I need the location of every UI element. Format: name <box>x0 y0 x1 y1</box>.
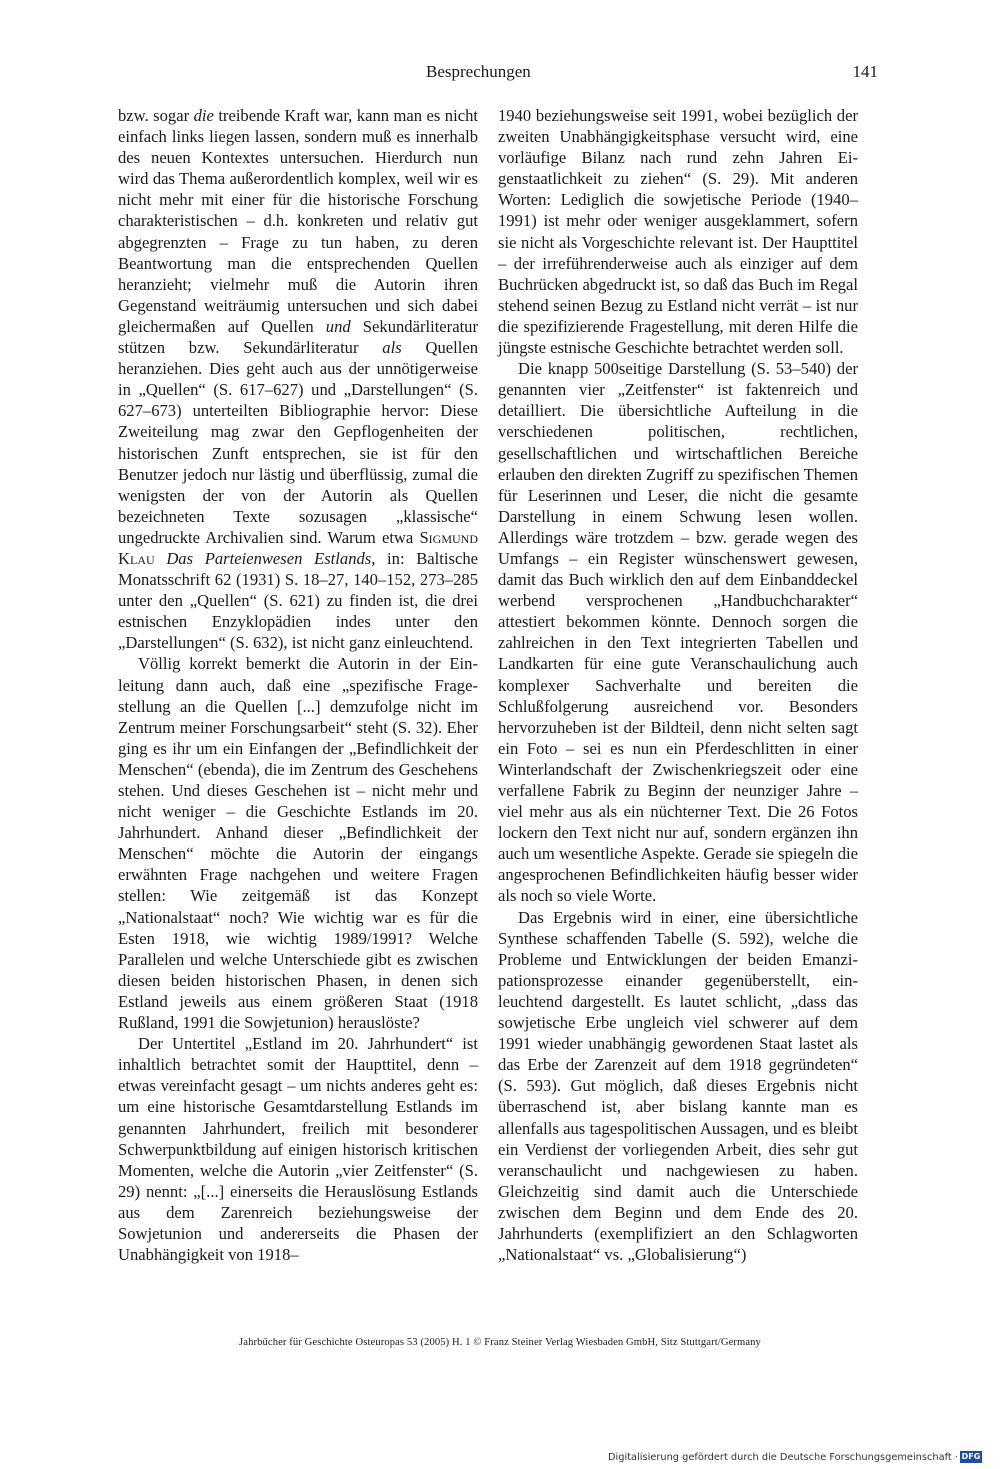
paragraph: 1940 beziehungsweise seit 1991, wobei bezüglich der zweiten Unabhängigkeitsphase versucht wird, eine vorläufige Bilanz nach rund zehn Jahren Eigenstaatlichkeit zu ziehen“ (S. 29). Mit anderen Worten: Lediglich die sowjetische Periode (1940–1991) ist mehr oder weniger ausgeklammert, sofern sie nicht als Vorgeschichte relevant ist. Der Haupttitel – der irreführenderweise auch als einziger auf dem Buchrücken abgedruckt ist, so daß das Buch im Regal stehend seinen Bezug zu Estland nicht verrät – ist nur die spezifizierende Fragestellung, mit deren Hilfe die jüngste estnische Geschichte betrachtet werden soll. <box>498 106 858 358</box>
running-header <box>118 62 880 86</box>
dfg-logo-icon: DFG <box>961 1452 981 1461</box>
paragraph: bzw. sogar die treibende Kraft war, kann man es nicht einfach links liegen lassen, sondern muß es innerhalb des neuen Kontextes untersuchen. Hierdurch nun wird das Thema außerordentlich komplex, weil wir es nicht mehr mit einer für die historische Forschung charakteristischen – d.h. konkreten und relativ gut abgegrenzten – Frage zu tun haben, zu deren Beantwortung man die entsprechenden Quellen heranzieht; vielmehr muß die Autorin ihren Gegenstand weiträumig untersuchen und sich dabei gleichermaßen auf Quellen und Sekundärliteratur stützen bzw. Sekundärliteratur als Quellen heranziehen. Dies geht auch aus der unnötigerweise in „Quellen“ (S. 617–627) und „Darstellungen“ (S. 627–673) unterteilten Bibliographie hervor: Diese Zweiteilung mag zwar den Gepflogenheiten der historischen Zunft entsprechen, sie ist für den Benutzer jedoch nur lästig und überflüssig, zumal die wenigsten der von der Autorin als Quellen bezeichneten Texte sozusagen „klassische“ ungedruckte Archivalien sind. Warum etwa Sigmund Klau Das Parteienwesen Estlands, in: Baltische Monatsschrift 62 (1931) S. 18–27, 140–152, 273–285 unter den „Quellen“ (S. 621) zu finden ist, die drei estnischen Enzyklopädien indes unter den „Darstellungen“ (S. 632), ist nicht ganz einleuchtend. <box>118 106 478 653</box>
running-title: Besprechungen <box>426 62 531 81</box>
right-column <box>498 105 858 1265</box>
left-column <box>118 105 478 1265</box>
emphasis: und <box>325 316 351 336</box>
author-name: Sigmund Klau <box>118 527 478 568</box>
emphasis: als <box>382 338 402 358</box>
work-title: Das Parteienwesen Estlands, <box>166 548 376 568</box>
paragraph: Der Untertitel „Estland im 20. Jahrhundert“ ist inhaltlich betrachtet somit der Haupttitel, denn – etwas vereinfacht gesagt – um nichts anderes geht es: um eine historische Gesamtdarstellung Estlands im genannten Jahrhundert, freilich mit besonderer Schwerpunktbildung auf einigen historisch kritischen Momenten, welche die Autorin „vier Zeitfenster“ (S. 29) nennt: „[...] einerseits die Herauslösung Estlands aus dem Zarenreich beziehungsweise der Sowjetunion und andererseits die Phasen der Unabhängigkeit von 1918– <box>118 1034 478 1265</box>
journal-citation: Jahrbücher für Geschichte Osteuropas 53 (2005) H. 1 © Franz Steiner Verlag Wiesbaden GmbH, Sitz Stuttgart/Germany <box>239 1337 761 1348</box>
paragraph: Das Ergebnis wird in einer, eine übersichtliche Synthese schaffenden Tabelle (S. 592), welche die Probleme und Entwicklungen der beiden Emanzipationsprozesse einander gegenüberstellt, einleuchtend dargestellt. Es lautet schlicht, „dass das sowjetische Erbe ungleich viel schwerer auf dem 1991 wieder unabhängig gewordenen Staat lastet als das Erbe der Zarenzeit auf dem 1918 gegründeten“ (S. 593). Gut möglich, daß dieses Ergebnis nicht überraschend ist, aber bislang kannte man es allenfalls aus tagespolitischen Aussagen, und es bleibt ein Verdienst der vorliegenden Arbeit, dies sehr gut veranschaulicht und nachgewiesen zu haben. Gleichzeitig sind damit auch die Unterschiede zwischen dem Beginn und dem Ende des 20. Jahrhunderts (exemplifiziert an den Schlagworten „Nationalstaat“ vs. „Globalisierung“) <box>498 907 858 1265</box>
paragraph: Völlig korrekt bemerkt die Autorin in der Einleitung dann auch, daß eine „spezifische Fragestellung an die Quellen [...] demzufolge nicht im Zentrum meiner Forschungsarbeit“ steht (S. 32). Eher ging es ihr um ein Einfangen der „Befindlichkeit der Menschen“ (ebenda), die im Zentrum des Geschehens stehen. Und dieses Geschehen ist – nicht mehr und nicht weniger – die Geschichte Estlands im 20. Jahrhundert. Anhand dieser „Befindlichkeit der Menschen“ möchte die Autorin der eingangs erwähnten Frage nachgehen und weitere Fragen stellen: Wie zeitgemäß ist das Konzept „Nationalstaat“ noch? Wie wichtig war es für die Esten 1918, wie wichtig 1989/1991? Welche Parallelen und welche Unterschiede gibt es zwischen diesen beiden historischen Phasen, in denen sich Estland jeweils aus einem größeren Staat (1918 Rußland, 1991 die Sowjetunion) herauslöste? <box>118 654 478 1033</box>
digitization-text: Digitalisierung gefördert durch die Deutsche Forschungsgemeinschaft · <box>608 1451 958 1463</box>
emphasis: die <box>193 106 214 125</box>
page-number: 141 <box>852 62 878 81</box>
paragraph: Die knapp 500seitige Darstellung (S. 53–540) der genannten vier „Zeitfenster“ ist faktenreich und detailliert. Die übersichtliche Aufteilung in die verschiedenen politischen, rechtlichen, gesellschaftlichen und wirtschaftlichen Bereiche erlauben den direkten Zugriff zu spezifischen Themen für Leserinnen und Leser, die nicht die gesamte Darstellung in einem Schwung lesen wollen. Allerdings wäre trotzdem – bzw. gerade wegen des Umfangs – ein Register wünschenswert gewesen, damit das Buch wirklich den auf dem Einbanddeckel werbend versprochenen „Handbuchcharakter“ attestiert bekommen könnte. Dennoch sorgen die zahlreichen in den Text integrierten Tabellen und Landkarten für eine gute Veranschaulichung auch komplexer Sachverhalte und bereiten die Schlußfolgerung ausreichend vor. Besonders hervorzuheben ist der Bildteil, denn nicht selten sagt ein Foto – sei es nun ein Pferdeschlitten in einer Winterlandschaft der Zwischenkriegszeit oder eine verfallene Fabrik zu Beginn der neunziger Jahre – viel mehr aus als ein nüchterner Text. Die 26 Fotos lockern den Text nicht nur auf, sondern ergänzen ihn auch um wesentliche Aspekte. Gerade sie spiegeln die angesprochenen Befindlichkeiten häufig besser wider als noch so viele Worte. <box>498 359 858 906</box>
digitization-note <box>608 1450 982 1464</box>
